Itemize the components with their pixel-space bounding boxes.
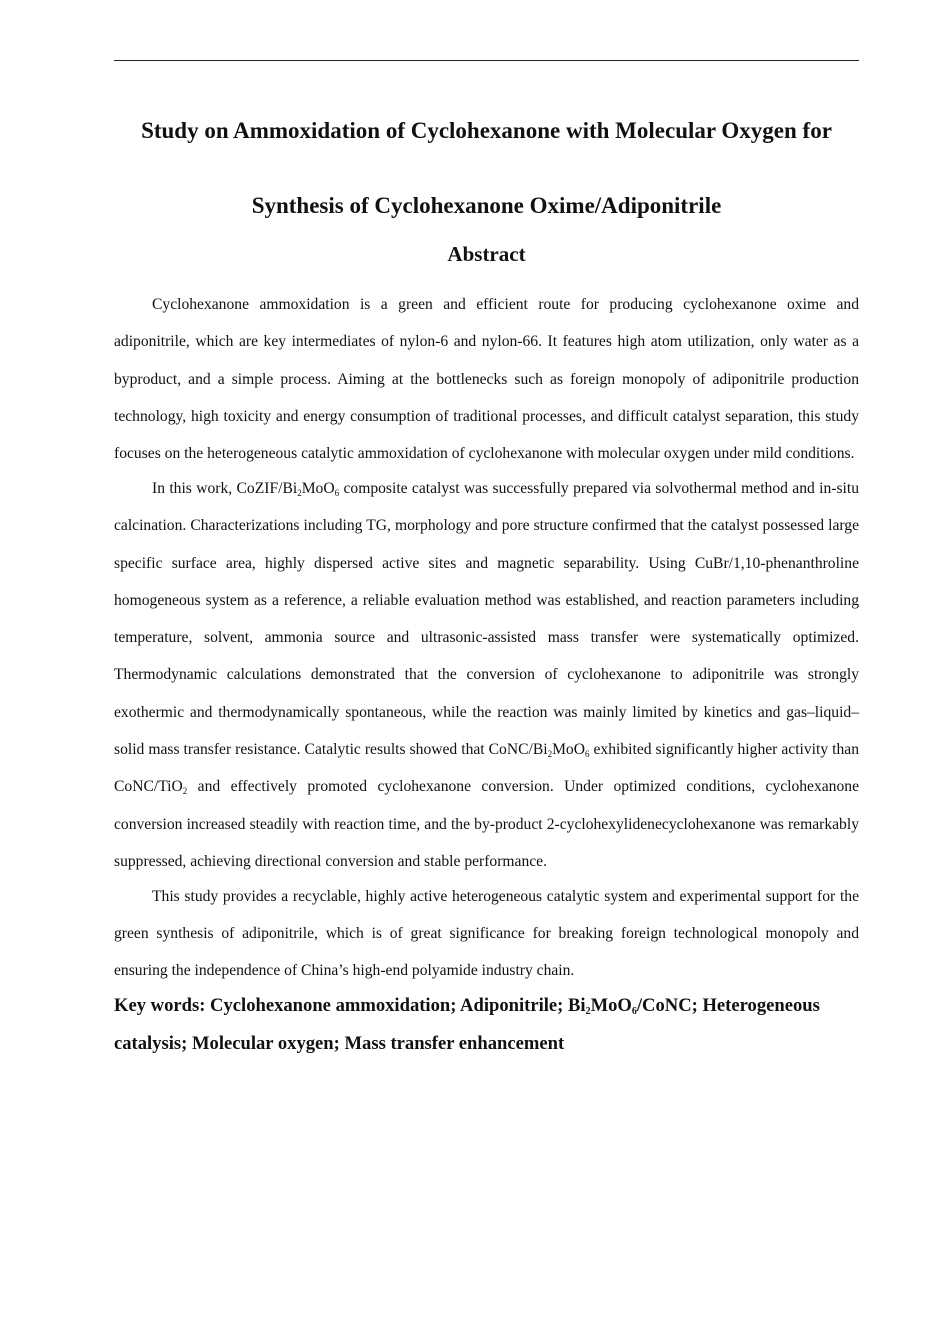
paragraph-2-text: and effectively promoted cyclohexanone conversion. Under optimized conditions, cyclohexanone conversion increased steadily with reaction time, and the by-product 2-cyclohexylidenecyclohexanone was remarkably suppressed, achieving directional conversion and stable performance. [114,778,859,870]
keywords-text: Key words: Cyclohexanone ammoxidation; Adiponitrile; Bi [114,995,586,1017]
abstract-heading: Abstract [447,242,526,266]
subscript: 6 [585,749,590,760]
header-rule [114,60,859,61]
subscript: 2 [182,786,188,797]
paragraph-2-text: MoO [552,741,585,759]
subscript: 2 [547,749,553,760]
subscript: 2 [297,487,302,498]
abstract-paragraph-3: This study provides a recyclable, highly active heterogeneous catalytic system and experimental support for the green synthesis of adiponitrile, which is of great significance for breaking foreign technological monopoly and ensuring the independence of China’s high-end polyamide industry chain. [114,887,859,980]
keywords [114,987,859,1062]
abstract-paragraph-2 [114,470,859,880]
paragraph-2-text: composite catalyst was successfully prepared via solvothermal method and in-situ calcination. Characterizations including TG, morphology and pore structure confirmed that the catalyst possessed large specific surface area, highly dispersed active sites and magnetic separability. Using CuBr/1,10-phenanthroline homogeneous system as a reference, a reliable evaluation method was established, and reaction parameters including temperature, solvent, ammonia source and ultrasonic-assisted mass transfer were systematically optimized. Thermodynamic calculations demonstrated that the conversion of cyclohexanone to adiponitrile was strongly exothermic and thermodynamically spontaneous, while the reaction was mainly limited by kinetics and gas–liquid–solid mass transfer resistance. Catalytic results showed that CoNC/Bi [114,479,859,759]
paragraph-2-text: In this work, CoZIF/Bi [152,479,298,497]
abstract-paragraph-1: Cyclohexanone ammoxidation is a green and efficient route for producing cyclohexanone oxime and adiponitrile, which are key intermediates of nylon-6 and nylon-66. It features high atom utilization, only water as a byproduct, and a simple process. Aiming at the bottlenecks such as foreign monopoly of adiponitrile production technology, high toxicity and energy consumption of traditional processes, and difficult catalyst separation, this study focuses on the heterogeneous catalytic ammoxidation of cyclohexanone with molecular oxygen under mild conditions. [114,296,859,463]
paper-title: Study on Ammoxidation of Cyclohexanone with Molecular Oxygen for Synthesis of Cyclohexanone Oxime/Adiponitrile [141,118,832,218]
paragraph-2-text: MoO [301,479,335,497]
keywords-text: MoO [590,995,632,1017]
paragraph-2-text: exhibited significantly higher activity than CoNC/TiO [114,741,859,796]
keywords-text: /CoNC; Heterogeneous catalysis; Molecular oxygen; Mass transfer enhancement [114,995,820,1054]
abstract-body [114,286,859,1062]
subscript: 6 [631,1006,637,1018]
subscript: 2 [585,1006,591,1018]
subscript: 6 [334,487,340,498]
